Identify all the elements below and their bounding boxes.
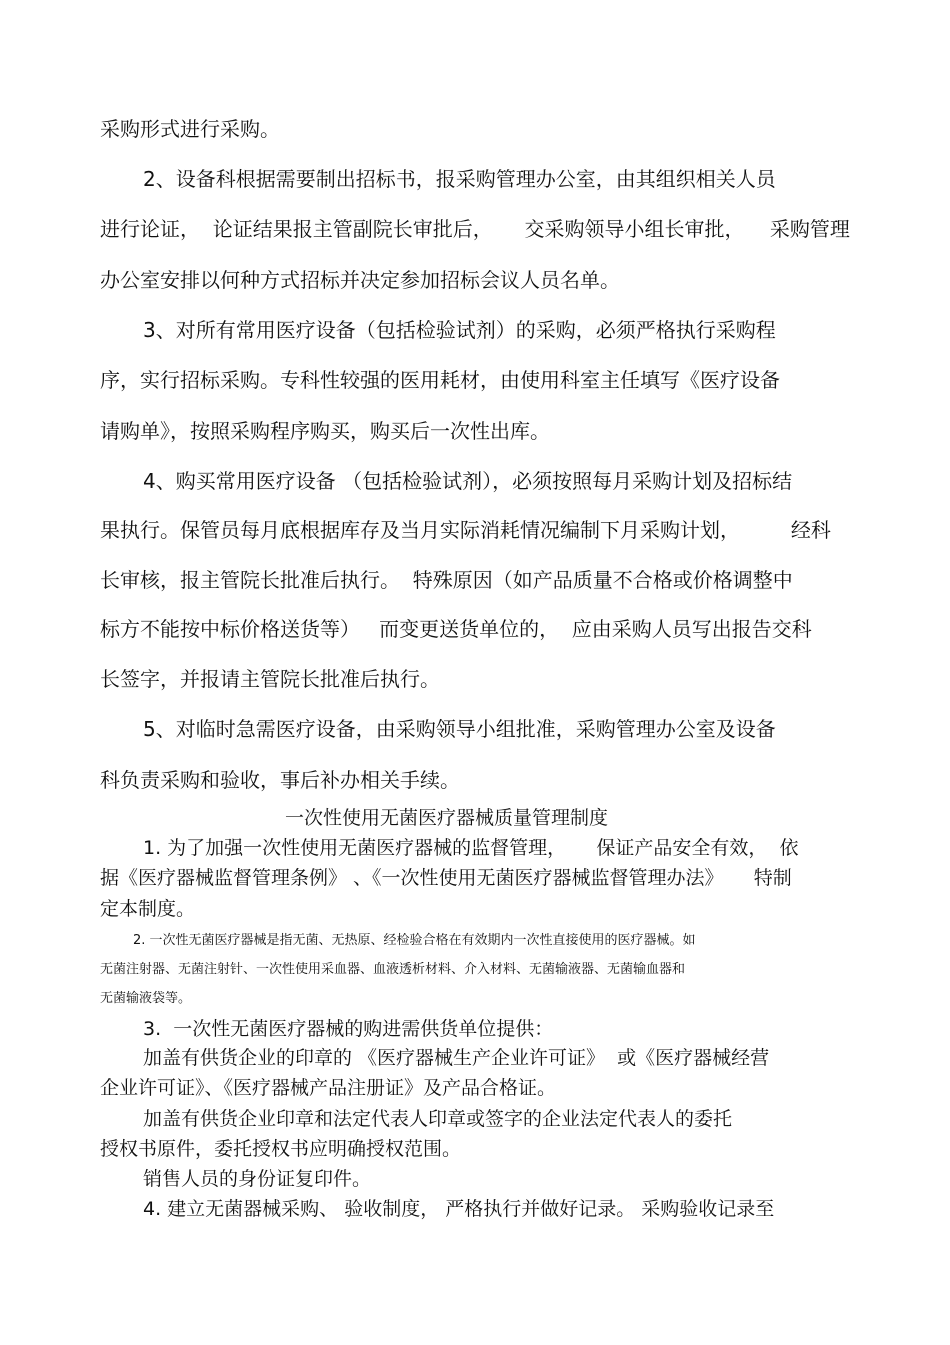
small-text-line: 无菌输液袋等。	[100, 991, 192, 1006]
text-line: 定本制度。	[100, 898, 196, 920]
text-line: 1. 为了加强一次性使用无菌医疗器械的监督管理， 保证产品安全有效， 依	[143, 837, 799, 859]
text-line: 企业许可证》、《医疗器械产品注册证》及产品合格证。	[100, 1077, 557, 1099]
text-line: 4. 建立无菌器械采购、 验收制度， 严格执行并做好记录。 采购验收记录至	[143, 1198, 775, 1220]
text-line: 2、设备科根据需要制出招标书，报采购管理办公室，由其组织相关人员	[143, 167, 776, 191]
text-line: 销售人员的身份证复印件。	[143, 1168, 372, 1190]
section-title: 一次性使用无菌医疗器械质量管理制度	[285, 807, 609, 829]
text-line: 4、购买常用医疗设备 （包括检验试剂），必须按照每月采购计划及招标结	[143, 469, 793, 493]
text-line: 3、对所有常用医疗设备（包括检验试剂）的采购，必须严格执行采购程	[143, 318, 776, 342]
text-line: 加盖有供货企业印章和法定代表人印章或签字的企业法定代表人的委托	[143, 1108, 733, 1130]
small-text-line: 2. 一次性无菌医疗器械是指无菌、无热原、经检验合格在有效期内一次性直接使用的医疗器械。如	[133, 933, 696, 948]
text-line: 加盖有供货企业的印章的 《医疗器械生产企业许可证》 或《医疗器械经营	[143, 1047, 770, 1069]
text-line: 果执行。保管员每月底根据库存及当月实际消耗情况编制下月采购计划， 经科	[100, 518, 831, 542]
text-line: 办公室安排以何种方式招标并决定参加招标会议人员名单。	[100, 268, 620, 292]
text-line: 长签字，并报请主管院长批准后执行。	[100, 667, 440, 691]
text-line: 据《医疗器械监督管理条例》 、《一次性使用无菌医疗器械监督管理办法》 特制	[100, 867, 792, 889]
text-line: 5、对临时急需医疗设备，由采购领导小组批准，采购管理办公室及设备	[143, 717, 776, 741]
text-line: 授权书原件，委托授权书应明确授权范围。	[100, 1138, 462, 1160]
text-line: 3. 一次性无菌医疗器械的购进需供货单位提供：	[143, 1018, 554, 1040]
text-line: 标方不能按中标价格送货等） 而变更送货单位的， 应由采购人员写出报告交科	[100, 617, 812, 641]
text-line: 科负责采购和验收，事后补办相关手续。	[100, 768, 460, 792]
text-line: 长审核，报主管院长批准后执行。 特殊原因（如产品质量不合格或价格调整中	[100, 568, 793, 592]
text-line: 进行论证， 论证结果报主管副院长审批后， 交采购领导小组长审批， 采购管理	[100, 217, 850, 241]
small-text-line: 无菌注射器、无菌注射针、一次性使用采血器、血液透析材料、介入材料、无菌输液器、无菌输血器和	[100, 962, 686, 977]
text-line: 采购形式进行采购。	[100, 117, 280, 141]
text-line: 序，实行招标采购。专科性较强的医用耗材，由使用科室主任填写《医疗设备	[100, 368, 780, 392]
text-line: 请购单》，按照采购程序购买，购买后一次性出库。	[100, 419, 550, 443]
